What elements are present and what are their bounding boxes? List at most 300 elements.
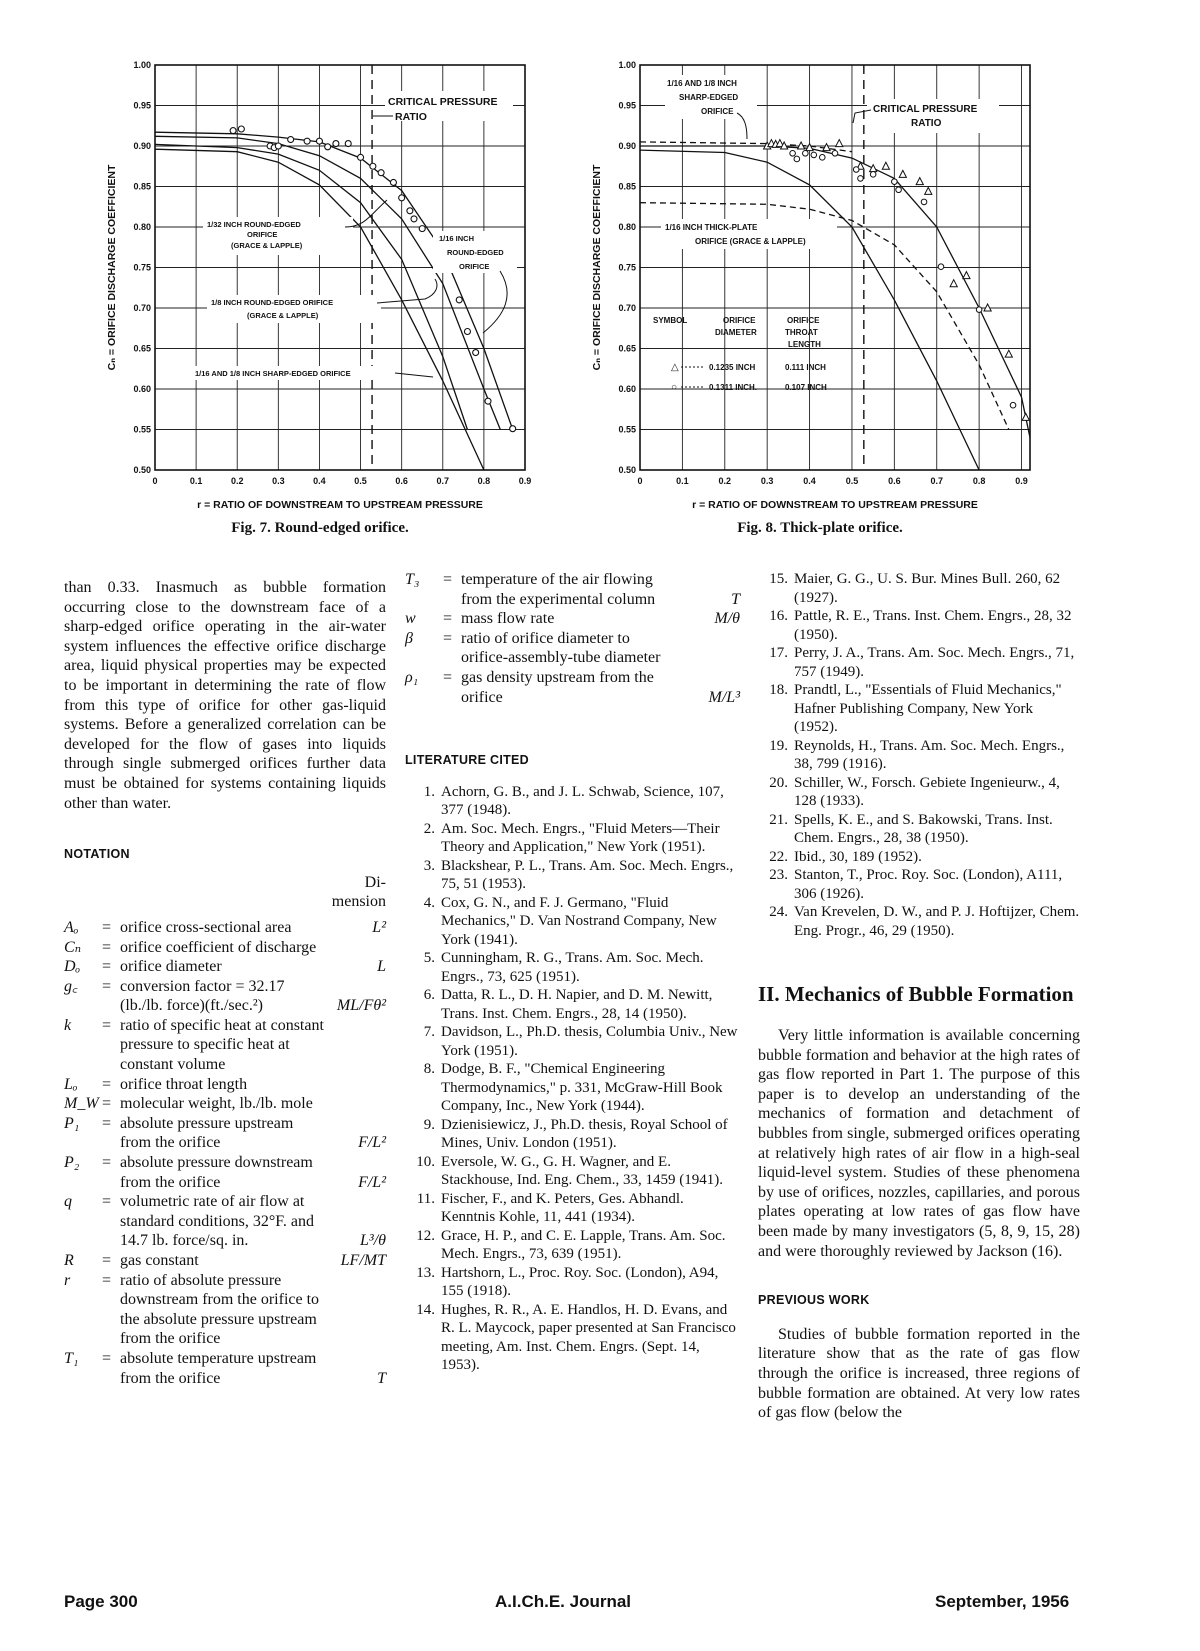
footer-date: September, 1956 bbox=[935, 1592, 1070, 1611]
x-axis-label: r = RATIO OF DOWNSTREAM TO UPSTREAM PRESSURE bbox=[692, 499, 978, 511]
reference-item bbox=[405, 1190, 740, 1227]
data-point-circle bbox=[464, 328, 470, 334]
x-tick-label: 0.3 bbox=[272, 476, 285, 486]
y-tick-label: 1.00 bbox=[618, 60, 636, 70]
reference-number: 12. bbox=[416, 1227, 435, 1244]
notation-symbol: Aₒ bbox=[64, 918, 79, 936]
reference-text: Fischer, F., and K. Peters, Ges. Abhandl. Kenntnis Kohle, 11, 441 (1934). bbox=[441, 1190, 684, 1226]
annotation-text: SHARP-EDGED bbox=[679, 93, 739, 102]
x-tick-label: 0.7 bbox=[930, 476, 943, 486]
data-point-circle bbox=[938, 264, 944, 270]
legend-header: SYMBOL bbox=[653, 316, 688, 325]
notation-definition: absolute temperature upstream from the orifice bbox=[120, 1349, 317, 1387]
reference-text: Dodge, B. F., "Chemical Engineering Thermodynamics," p. 331, McGraw-Hill Book Company, Inc., New York (1944). bbox=[441, 1061, 723, 1115]
reference-text: Datta, R. L., D. H. Napier, and D. M. Newitt, Trans. Inst. Chem. Engrs., 28, 14 (1950). bbox=[441, 987, 713, 1022]
notation-dimension: L³/θ bbox=[360, 1232, 386, 1250]
data-point-triangle bbox=[806, 144, 813, 151]
notation-row bbox=[64, 1192, 386, 1251]
data-point-circle bbox=[288, 137, 294, 143]
notation-definition: ratio of specific heat at constant pressure to specific heat at constant volume bbox=[120, 1016, 324, 1074]
reference-item bbox=[758, 681, 1080, 737]
reference-item bbox=[758, 737, 1080, 774]
x-tick-label: 0.4 bbox=[803, 476, 816, 486]
reference-item bbox=[758, 903, 1080, 940]
fig7-caption: Fig. 7. Round-edged orifice. bbox=[231, 520, 409, 536]
reference-number: 6. bbox=[423, 987, 435, 1004]
reference-text: Grace, H. P., and C. E. Lapple, Trans. Am. Soc. Mech. Engrs., 73, 639 (1951). bbox=[441, 1227, 726, 1263]
data-point-circle bbox=[411, 216, 417, 222]
series-curve bbox=[155, 136, 500, 429]
annotation-text: 1/16 AND 1/8 INCH bbox=[667, 79, 737, 88]
reference-number: 3. bbox=[423, 857, 435, 874]
reference-text: Reynolds, H., Trans. Am. Soc. Mech. Engrs., 38, 799 (1916). bbox=[794, 737, 1065, 772]
equals-sign: = bbox=[102, 958, 112, 976]
y-tick-label: 0.90 bbox=[618, 141, 636, 151]
reference-text: Schiller, W., Forsch. Gebiete Ingenieurw., 4, 128 (1933). bbox=[794, 774, 1060, 809]
reference-text: Hughes, R. R., A. E. Handlos, H. D. Evans, and R. L. Maycock, paper presented at San Francisco meeting, Am. Inst. Chem. Engrs. (Sept. 14, 1953). bbox=[441, 1301, 736, 1374]
notation-definition: orifice coefficient of discharge bbox=[120, 938, 317, 956]
fig8-chart bbox=[591, 55, 1075, 535]
equals-sign: = bbox=[102, 1349, 112, 1367]
reference-text: Van Krevelen, D. W., and P. J. Hoftijzer, Chem. Eng. Progr., 46, 29 (1950). bbox=[794, 904, 1080, 939]
reference-item bbox=[405, 783, 740, 820]
notation-definition: ratio of absolute pressure downstream from the orifice to the absolute pressure upstream from the orifice bbox=[120, 1271, 320, 1348]
data-point-triangle bbox=[916, 178, 923, 185]
notation-definition: gas density upstream from the orifice bbox=[461, 668, 654, 706]
annotation-text: 1/32 INCH ROUND-EDGED bbox=[207, 220, 301, 229]
references-list bbox=[405, 783, 740, 1375]
notation-row bbox=[405, 668, 740, 707]
reference-number: 9. bbox=[423, 1116, 435, 1133]
reference-number: 2. bbox=[423, 820, 435, 837]
x-tick-label: 0.3 bbox=[760, 476, 774, 486]
y-axis-label: Cₙ = ORIFICE DISCHARGE COEFFICIENT bbox=[591, 164, 603, 371]
reference-item bbox=[405, 820, 740, 857]
reference-item bbox=[758, 607, 1080, 644]
col1-paragraph: than 0.33. Inasmuch as bubble formation occurring close to the downstream face of a sharp-edged orifice operating in the air-water system influences the effective orifice discharge area, liquid physical properties may be expected to be important in determining the rate of flow from this type of orifice for other gas-liquid systems. Before a generalized correlation can be developed for the flow of gases into liquids through single submerged orifices further data must be obtained for systems containing liquids other than water. bbox=[64, 579, 386, 812]
x-tick-label: 0.8 bbox=[477, 476, 491, 486]
reference-item bbox=[405, 1060, 740, 1116]
reference-number: 19. bbox=[769, 737, 788, 754]
annotation-text: (GRACE & LAPPLE) bbox=[247, 311, 319, 320]
reference-item bbox=[405, 986, 740, 1023]
equals-sign: = bbox=[102, 1154, 112, 1172]
y-tick-label: 0.55 bbox=[618, 424, 636, 435]
series-curve bbox=[155, 132, 513, 429]
reference-number: 21. bbox=[769, 811, 788, 828]
notation-list bbox=[64, 918, 386, 1388]
data-point-circle bbox=[1010, 402, 1016, 408]
annotation-text: ROUND-EDGED bbox=[447, 248, 504, 257]
notation-row bbox=[64, 1153, 386, 1192]
data-point-triangle bbox=[899, 170, 906, 177]
notation-symbol: ρ₁ bbox=[405, 668, 419, 686]
reference-item bbox=[758, 570, 1080, 607]
y-tick-label: 1.00 bbox=[133, 60, 151, 70]
column-3 bbox=[758, 570, 1080, 1423]
y-tick-label: 0.90 bbox=[133, 141, 151, 151]
notation-symbol: β bbox=[405, 629, 413, 647]
x-tick-label: 0.5 bbox=[845, 476, 859, 486]
x-tick-label: 0.9 bbox=[1015, 476, 1028, 486]
notation-heading: NOTATION bbox=[64, 847, 130, 862]
notation-dimension: L² bbox=[372, 918, 386, 936]
annotation-text: 1/16 INCH bbox=[439, 234, 475, 243]
y-tick-label: 0.65 bbox=[618, 343, 636, 354]
data-point-circle bbox=[811, 152, 817, 158]
reference-text: Spells, K. E., and S. Bakowski, Trans. Inst. Chem. Engrs., 28, 38 (1950). bbox=[794, 811, 1053, 846]
y-tick-label: 0.50 bbox=[618, 465, 636, 475]
notation-definition: orifice diameter bbox=[120, 958, 222, 976]
notation-row bbox=[64, 1251, 386, 1271]
data-point-circle bbox=[325, 144, 331, 150]
data-point-triangle bbox=[950, 280, 957, 287]
series-curve bbox=[640, 146, 1030, 438]
reference-text: Hartshorn, L., Proc. Roy. Soc. (London), A94, 155 (1918). bbox=[441, 1264, 719, 1300]
legend-diameter: 0.1311 INCH. bbox=[709, 383, 758, 392]
figure-7 bbox=[95, 55, 565, 535]
notation-symbol: q bbox=[64, 1193, 72, 1211]
reference-text: Cunningham, R. G., Trans. Am. Soc. Mech. Engrs., 73, 625 (1951). bbox=[441, 950, 704, 985]
reference-number: 16. bbox=[769, 608, 788, 624]
data-point-triangle bbox=[823, 144, 830, 151]
data-point-circle bbox=[419, 226, 425, 232]
y-tick-label: 0.85 bbox=[133, 181, 151, 192]
x-tick-label: 0.5 bbox=[354, 476, 367, 486]
y-tick-label: 0.95 bbox=[618, 100, 636, 111]
annotation-text: 1/16 AND 1/8 INCH SHARP-EDGED ORIFICE bbox=[195, 369, 351, 378]
data-point-circle bbox=[316, 138, 322, 144]
reference-number: 10. bbox=[416, 1153, 435, 1170]
equals-sign: = bbox=[102, 1114, 112, 1132]
x-tick-label: 0.1 bbox=[189, 476, 203, 486]
data-point-circle bbox=[819, 155, 825, 161]
reference-text: Prandtl, L., "Essentials of Fluid Mechanics," Hafner Publishing Company, New York (1952). bbox=[794, 682, 1062, 735]
y-tick-label: 0.60 bbox=[133, 384, 151, 394]
data-point-circle bbox=[358, 154, 364, 160]
y-tick-label: 0.65 bbox=[133, 343, 151, 354]
reference-number: 11. bbox=[416, 1190, 435, 1207]
y-tick-label: 0.55 bbox=[133, 424, 151, 435]
data-point-triangle bbox=[870, 165, 877, 172]
data-point-circle bbox=[456, 297, 462, 303]
notation-dimension: ML/Fθ² bbox=[336, 997, 386, 1015]
notation-row bbox=[64, 938, 386, 958]
data-point-circle bbox=[230, 128, 236, 134]
reference-text: Am. Soc. Mech. Engrs., "Fluid Meters—Their Theory and Application," New York (1951). bbox=[441, 820, 720, 856]
data-point-circle bbox=[378, 170, 384, 176]
notation-symbol: T₁ bbox=[64, 1349, 79, 1367]
reference-item bbox=[405, 1153, 740, 1190]
notation-definition: conversion factor = 32.17 (lb./lb. force)(ft./sec.²) bbox=[120, 977, 285, 1015]
reference-number: 22. bbox=[769, 848, 788, 865]
notation-symbol: Lₒ bbox=[64, 1075, 78, 1093]
data-point-circle bbox=[238, 126, 244, 132]
previous-work-heading: PREVIOUS WORK bbox=[758, 1293, 870, 1308]
dim-header-1: Di- bbox=[364, 873, 386, 891]
reference-text: Stanton, T., Proc. Roy. Soc. (London), A111, 306 (1926). bbox=[794, 867, 1063, 902]
notation-row bbox=[405, 570, 740, 609]
reference-number: 13. bbox=[416, 1264, 435, 1281]
x-axis-label: r = RATIO OF DOWNSTREAM TO UPSTREAM PRESSURE bbox=[197, 499, 483, 511]
leader-line bbox=[377, 279, 437, 303]
notation-definition: temperature of the air flowing from the experimental column bbox=[461, 571, 656, 608]
legend-diameter: 0.1235 INCH bbox=[709, 363, 756, 372]
y-axis-label: Cₙ = ORIFICE DISCHARGE COEFFICIENT bbox=[106, 164, 118, 371]
fig8-caption: Fig. 8. Thick-plate orifice. bbox=[737, 520, 903, 536]
x-tick-label: 0 bbox=[637, 476, 643, 486]
reference-text: Blackshear, P. L., Trans. Am. Soc. Mech. Engrs., 75, 51 (1953). bbox=[441, 857, 734, 893]
notation-definition: molecular weight, lb./lb. mole bbox=[120, 1095, 313, 1113]
reference-text: Perry, J. A., Trans. Am. Soc. Mech. Engrs., 71, 757 (1949). bbox=[794, 645, 1075, 680]
data-point-triangle bbox=[1005, 350, 1012, 357]
notation-dimension: M/θ bbox=[714, 610, 740, 628]
notation-symbol: T₃ bbox=[405, 571, 420, 588]
equals-sign: = bbox=[102, 918, 112, 936]
x-tick-label: 0.2 bbox=[230, 476, 244, 486]
data-point-circle bbox=[896, 187, 902, 193]
data-point-circle bbox=[803, 150, 809, 156]
reference-number: 23. bbox=[769, 867, 788, 883]
notation-dimension: L bbox=[377, 958, 386, 976]
references-list-continued bbox=[758, 570, 1080, 940]
annotation-text: 1/8 INCH ROUND-EDGED ORIFICE bbox=[211, 298, 334, 307]
data-point-circle bbox=[790, 150, 796, 156]
y-tick-label: 0.50 bbox=[133, 465, 151, 475]
data-point-triangle bbox=[836, 140, 843, 147]
notation-row bbox=[405, 629, 740, 668]
reference-number: 20. bbox=[769, 774, 788, 791]
x-tick-label: 0.6 bbox=[395, 476, 408, 486]
col3-paragraph-2: Studies of bubble formation reported in the literature show that as the rate of gas flow through the orifice is increased, three regions of bubble formation are obtained. At very low rates of gas flow (below the bbox=[758, 1325, 1080, 1422]
reference-text: Achorn, G. B., and J. L. Schwab, Science, 107, 377 (1948). bbox=[441, 783, 724, 819]
col3-paragraph-1: Very little information is available concerning bubble formation and behavior at the high rates of gas flow reported in Part 1. The purpose of this paper is to develop an understanding of the mechanics of formation and detachment of bubbles from single, submerged orifices operating at relatively high rates of air flow in a high-seal liquid-level system. Studies of these phenomena by use of orifices, nozzles, capillaries, and porous plates operating at low rates of gas flow have been made by many investigators (5, 8, 9, 15, 28) and were thoroughly reviewed by Jackson (16). bbox=[758, 1027, 1080, 1260]
legend-header: THROAT bbox=[785, 328, 818, 337]
reference-text: Eversole, W. G., G. H. Wagner, and E. Stackhouse, Ind. Eng. Chem., 33, 1459 (1941). bbox=[441, 1153, 724, 1189]
annotation-text: ORIFICE bbox=[701, 107, 734, 116]
notation-symbol: Dₒ bbox=[64, 958, 81, 976]
reference-number: 7. bbox=[423, 1024, 435, 1041]
critical-label: CRITICAL PRESSURE bbox=[388, 96, 498, 108]
fig7-chart bbox=[95, 55, 565, 535]
reference-item bbox=[405, 857, 740, 894]
critical-label: CRITICAL PRESSURE bbox=[873, 104, 978, 115]
critical-label: RATIO bbox=[395, 111, 427, 123]
notation-row bbox=[64, 1075, 386, 1095]
y-tick-label: 0.70 bbox=[618, 303, 636, 313]
annotation-text: 1/16 INCH THICK-PLATE bbox=[665, 223, 758, 232]
notation-symbol: R bbox=[64, 1252, 74, 1269]
data-point-circle bbox=[832, 150, 838, 156]
reference-text: Maier, G. G., U. S. Bur. Mines Bull. 260, 62 (1927). bbox=[794, 571, 1061, 606]
y-tick-label: 0.60 bbox=[618, 384, 636, 394]
equals-sign: = bbox=[443, 571, 453, 588]
equals-sign: = bbox=[443, 668, 453, 686]
dimension-header bbox=[64, 873, 386, 912]
footer-page: Page 300 bbox=[64, 1592, 138, 1611]
reference-item bbox=[758, 774, 1080, 811]
data-point-triangle bbox=[882, 162, 889, 169]
reference-item bbox=[758, 644, 1080, 681]
annotation-text: ORIFICE bbox=[247, 230, 278, 239]
notation-dimension: T bbox=[377, 1369, 386, 1387]
reference-number: 4. bbox=[423, 894, 435, 911]
y-tick-label: 0.70 bbox=[133, 303, 151, 313]
equals-sign: = bbox=[102, 1016, 112, 1034]
notation-dimension: F/L² bbox=[358, 1134, 386, 1152]
notation-symbol: w bbox=[405, 610, 416, 628]
equals-sign: = bbox=[102, 1095, 112, 1113]
data-point-circle bbox=[921, 199, 927, 205]
data-point-circle bbox=[370, 163, 376, 169]
reference-item bbox=[405, 894, 740, 950]
notation-row bbox=[64, 1016, 386, 1075]
legend-header: LENGTH bbox=[788, 340, 821, 349]
leader-line bbox=[483, 271, 507, 333]
notation-definition: gas constant bbox=[120, 1252, 199, 1269]
notation-row bbox=[64, 977, 386, 1016]
reference-text: Davidson, L., Ph.D. thesis, Columbia Univ., New York (1951). bbox=[441, 1024, 738, 1059]
reference-item bbox=[405, 1023, 740, 1060]
legend-length: 0.111 INCH bbox=[785, 363, 826, 372]
reference-item bbox=[405, 1264, 740, 1301]
y-tick-label: 0.75 bbox=[133, 262, 151, 273]
notation-row bbox=[64, 1094, 386, 1114]
notation-definition: mass flow rate bbox=[461, 610, 555, 628]
reference-item bbox=[405, 949, 740, 986]
critical-label: RATIO bbox=[911, 118, 942, 129]
column-2 bbox=[405, 570, 740, 1375]
literature-heading: LITERATURE CITED bbox=[405, 753, 530, 768]
reference-number: 18. bbox=[769, 682, 788, 698]
notation-definition: absolute pressure downstream from the orifice bbox=[120, 1154, 313, 1191]
reference-text: Dzienisiewicz, J., Ph.D. thesis, Royal School of Mines, Univ. London (1951). bbox=[441, 1116, 728, 1152]
reference-number: 15. bbox=[769, 571, 788, 587]
x-tick-label: 0.8 bbox=[972, 476, 986, 486]
data-point-circle bbox=[333, 141, 339, 147]
x-tick-label: 0.9 bbox=[518, 476, 532, 486]
equals-sign: = bbox=[102, 938, 112, 956]
x-tick-label: 0.4 bbox=[313, 476, 326, 486]
notation-symbol: P₂ bbox=[64, 1154, 80, 1172]
reference-item bbox=[758, 811, 1080, 848]
reference-text: Ibid., 30, 189 (1952). bbox=[794, 848, 922, 865]
notation-symbol: Cₙ bbox=[64, 938, 82, 956]
notation-definition: absolute pressure upstream from the orifice bbox=[120, 1114, 294, 1152]
reference-item bbox=[405, 1301, 740, 1375]
equals-sign: = bbox=[102, 1252, 112, 1269]
equals-sign: = bbox=[443, 629, 453, 647]
reference-item bbox=[405, 1116, 740, 1153]
reference-number: 24. bbox=[769, 904, 788, 920]
notation-symbol: M_W bbox=[64, 1095, 99, 1113]
notation-symbol: P₁ bbox=[64, 1114, 80, 1132]
notation-dimension: M/L³ bbox=[708, 688, 740, 706]
x-tick-label: 0.2 bbox=[718, 476, 732, 486]
figure-8 bbox=[591, 55, 1075, 535]
data-point-circle bbox=[794, 156, 800, 162]
legend-symbol: ○ bbox=[671, 382, 678, 393]
reference-number: 5. bbox=[423, 950, 435, 967]
annotation-text: (GRACE & LAPPLE) bbox=[231, 241, 303, 250]
data-point-circle bbox=[892, 179, 898, 185]
data-point-circle bbox=[858, 176, 864, 182]
notation-row bbox=[64, 957, 386, 977]
data-point-triangle bbox=[1022, 413, 1029, 420]
equals-sign: = bbox=[443, 610, 453, 628]
reference-number: 8. bbox=[423, 1061, 435, 1078]
notation-dimension: F/L² bbox=[358, 1173, 386, 1191]
reference-number: 17. bbox=[769, 645, 788, 661]
notation-symbol: r bbox=[64, 1271, 71, 1289]
leader-line bbox=[395, 373, 433, 377]
notation-list-continued bbox=[405, 570, 740, 707]
data-point-circle bbox=[390, 179, 396, 185]
x-tick-label: 0 bbox=[152, 476, 158, 486]
y-tick-label: 0.85 bbox=[618, 181, 636, 192]
dim-header-2: mension bbox=[331, 893, 386, 911]
notation-definition: orifice throat length bbox=[120, 1075, 248, 1093]
reference-item bbox=[758, 866, 1080, 903]
series-curve bbox=[155, 144, 467, 429]
equals-sign: = bbox=[102, 977, 112, 995]
notation-dimension: LF/MT bbox=[340, 1252, 386, 1269]
data-point-triangle bbox=[925, 187, 932, 194]
notation-definition: ratio of orifice diameter to orifice-assembly-tube diameter bbox=[461, 629, 661, 667]
notation-row bbox=[64, 1114, 386, 1153]
data-point-circle bbox=[853, 167, 859, 173]
annotation-text: ORIFICE (GRACE & LAPPLE) bbox=[695, 237, 806, 246]
y-tick-label: 0.80 bbox=[618, 222, 636, 232]
notation-row bbox=[64, 1271, 386, 1349]
notation-definition: orifice cross-sectional area bbox=[120, 918, 292, 936]
reference-number: 14. bbox=[416, 1301, 435, 1318]
legend-header: ORIFICE bbox=[723, 316, 756, 325]
reference-item bbox=[405, 1227, 740, 1264]
legend-length: 0.107 INCH bbox=[785, 383, 827, 392]
data-point-triangle bbox=[984, 304, 991, 311]
notation-row bbox=[405, 609, 740, 629]
notation-symbol: g꜀ bbox=[64, 977, 78, 995]
equals-sign: = bbox=[102, 1271, 112, 1289]
data-point-circle bbox=[275, 143, 281, 149]
data-point-circle bbox=[399, 195, 405, 201]
reference-number: 1. bbox=[423, 783, 435, 800]
data-point-circle bbox=[407, 208, 413, 214]
notation-dimension: T bbox=[731, 590, 740, 608]
data-point-circle bbox=[473, 350, 479, 356]
data-point-circle bbox=[304, 138, 310, 144]
legend-header: ORIFICE bbox=[787, 316, 820, 325]
reference-text: Cox, G. N., and F. J. Germano, "Fluid Mechanics," D. Van Nostrand Company, New York (1941). bbox=[441, 894, 717, 948]
data-point-circle bbox=[870, 172, 876, 178]
notation-row bbox=[64, 1349, 386, 1388]
data-point-circle bbox=[345, 141, 351, 147]
equals-sign: = bbox=[102, 1075, 112, 1093]
footer-journal: A.I.Ch.E. Journal bbox=[495, 1592, 632, 1611]
data-point-circle bbox=[485, 398, 491, 404]
notation-row bbox=[64, 918, 386, 938]
x-tick-label: 0.6 bbox=[888, 476, 901, 486]
legend-symbol: △ bbox=[671, 362, 679, 373]
equals-sign: = bbox=[102, 1193, 112, 1211]
y-tick-label: 0.80 bbox=[133, 222, 151, 232]
x-tick-label: 0.7 bbox=[436, 476, 450, 486]
notation-definition: volumetric rate of air flow at standard conditions, 32°F. and 14.7 lb. force/sq. in. bbox=[120, 1193, 314, 1250]
reference-text: Pattle, R. E., Trans. Inst. Chem. Engrs., 28, 32 (1950). bbox=[794, 608, 1072, 643]
legend-header: DIAMETER bbox=[715, 328, 757, 337]
y-tick-label: 0.95 bbox=[133, 100, 151, 111]
